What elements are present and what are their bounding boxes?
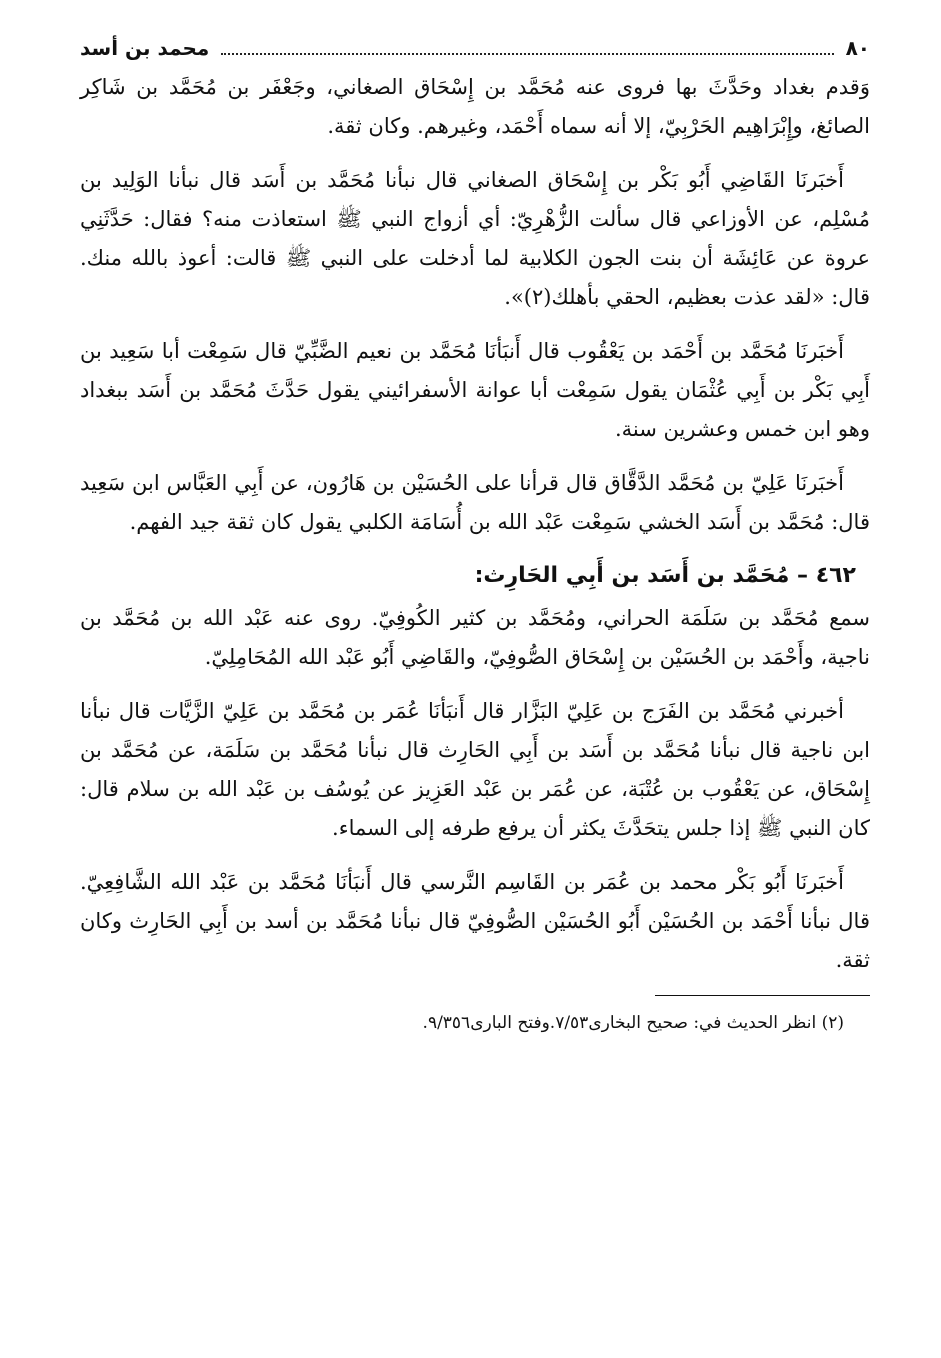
paragraph: وَقدم بغداد وحَدَّثَ بها فروى عنه مُحَمَّد بن إِسْحَاق الصغاني، وجَعْفَر بن مُحَمَّد بن شَاكِر الصائغ، وإِبْرَاهِيم الحَرْبِيّ، إلا أنه سماه أَحْمَد، وغيرهم. وكان ثقة. [80, 75, 870, 138]
header-dot-leader [221, 29, 833, 55]
running-header [80, 28, 870, 68]
paragraph: أخبرني مُحَمَّد بن الفَرَج بن عَلِيّ البَزَّار قال أَنبَأنَا عُمَر بن مُحَمَّد بن عَلِيّ الزَّيَّات قال نبأنا ابن ناجية قال نبأنا مُحَمَّد بن أَسَد بن أَبِي الحَارِث قال نبأنا مُحَمَّد بن سَلَمَة، عن مُحَمَّد بن إِسْحَاق، عن يَعْقُوب بن عُتْبَة، عن عُمَر بن عَبْد العَزِيز عن يُوسُف بن عَبْد الله بن سلام قال: كان النبي ﷺ إذا جلس يتحَدَّثَ يكثر أن يرفع طرفه إلى السماء. [80, 699, 870, 840]
page-number: ٨٠ [845, 36, 870, 60]
body-text [80, 68, 870, 980]
entry-heading: ٤٦٢ – مُحَمَّد بن أَسَد بن أَبِي الحَارِث: [474, 563, 856, 588]
paragraph: أَخبَرنَا أَبُو بَكْر محمد بن عُمَر بن القَاسِم النَّرسي قال أَنبَأنَا مُحَمَّد بن عَبْد الله الشَّافِعِيّ. قال نبأنا أَحْمَد بن الحُسَيْن أَبُو الحُسَيْن الصُّوفِيّ قال نبأنا مُحَمَّد بن أسد بن أَبِي الحَارِث وكان ثقة. [80, 870, 870, 972]
running-title: محمد بن أسد [80, 36, 210, 60]
paragraph: سمع مُحَمَّد بن سَلَمَة الحراني، ومُحَمَّد بن كثير الكُوفِيّ. روى عنه عَبْد الله بن مُحَمَّد بن ناجية، وأَحْمَد بن الحُسَيْن بن إِسْحَاق الصُّوفِيّ، والقَاضِي أَبُو عَبْد الله المُحَامِلِيّ. [80, 606, 870, 669]
paragraph: أَخبَرنَا عَلِيّ بن مُحَمَّد الدَّقَّاق قال قرأنا على الحُسَيْن بن هَارُون، عن أَبِي العَبَّاس ابن سَعِيد قال: مُحَمَّد بن أَسَد الخشي سَمِعْت عَبْد الله بن أُسَامَة الكلبي يقول كان ثقة جيد الفهم. [80, 471, 870, 534]
paragraph: أَخبَرنَا مُحَمَّد بن أَحْمَد بن يَعْقُوب قال أَنبَأنَا مُحَمَّد بن نعيم الضَّبِّيّ قال سَمِعْت أبا سَعِيد بن أَبِي بَكْر بن أَبِي عُثْمَان يقول سَمِعْت أبا عوانة الأسفرائيني يقول حَدَّثَ مُحَمَّد بن أَسَد ببغداد وهو ابن خمس وعشرين سنة. [80, 339, 870, 441]
paragraph: أَخبَرنَا القَاضِي أَبُو بَكْر بن إِسْحَاق الصغاني قال نبأنا مُحَمَّد بن أَسَد قال نبأنا الوَلِيد بن مُسْلِم، عن الأوزاعي قال سألت الزُّهْرِيّ: أي أزواج النبي ﷺ استعاذت منه؟ فقال: حَدَّثَنِي عروة عن عَائِشَة أن بنت الجون الكلابية لما أدخلت على النبي ﷺ قالت: أعوذ بالله منك. قال: «لقد عذت بعظيم، الحقي بأهلك(٢)». [80, 168, 870, 309]
footnote-divider [655, 995, 870, 996]
book-page [80, 28, 870, 1338]
footnote: (٢) انظر الحديث في: صحيح البخارى٧/٥٣.وفتح البارى٩/٣٥٦. [422, 1013, 844, 1033]
